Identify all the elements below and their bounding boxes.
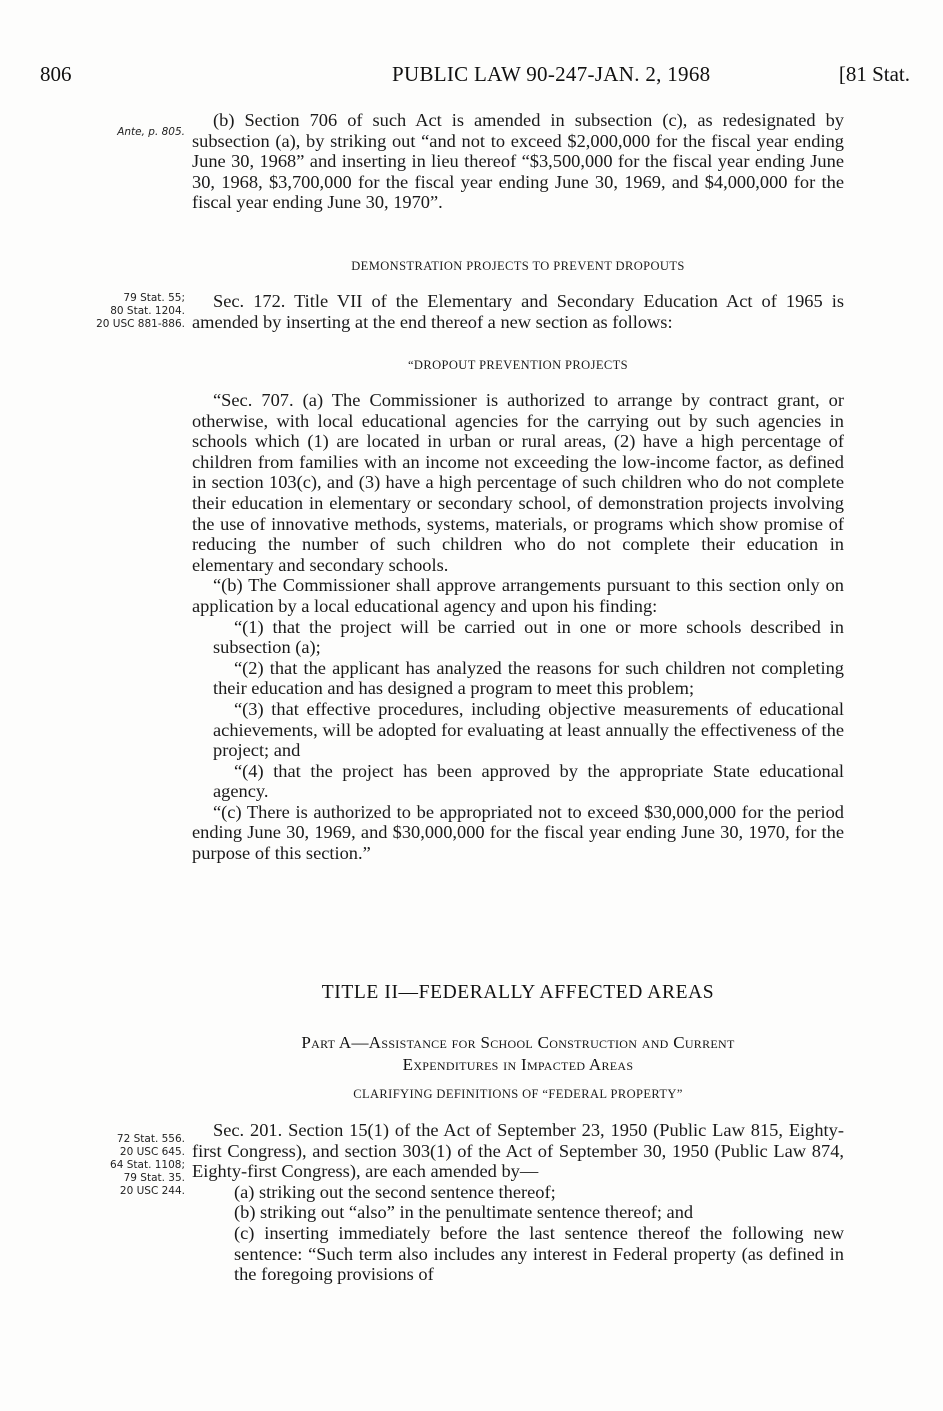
volume-reference: [81 Stat. (838, 62, 910, 86)
title-ii-heading: TITLE II—FEDERALLY AFFECTED AREAS (321, 982, 715, 1003)
section-201: Sec. 201. Section 15(1) of the Act of September 23, 1950 (Public Law 815, Eighty-first Congress), and section 303(1) of the Act of September 30, 1950 (Public Law 874, Eighty-first Congress), are each amended by— (a) striking out the second sentence thereof; (b) striking out “also” in the penultimate sentence thereof; and (c) inserting immediately before the last sentence thereof the following new sentence: “Such term also includes any interest in Federal property (as defined in the foregoing provisions of (192, 1120, 844, 1285)
section-707: “Sec. 707. (a) The Commissioner is authorized to arrange by contract grant, or otherwise, with local educational agencies for the carrying out by such agencies in schools which (1) are located in urban or rural areas, (2) have a high percentage of children from families with an income not exceeding the low-income factor, as defined in section 103(c), and (3) have a high percentage of such children who do not complete their education in elementary or secondary school, of demonstration projects involving the use of innovative methods, systems, materials, or programs which show promise of reducing the number of such children who do not complete their education in elementary and secondary schools. “(b) The Commissioner shall approve arrangements pursuant to this section only on application by a local educational agency and upon his finding: “(1) that the project will be carried out in one or more schools described in subsection (a); “(2) that the applicant has analyzed the reasons for such children not completing their education and has designed a program to meet this problem; “(3) that effective procedures, including objective measurements of educational achievements, will be adopted for evaluating at least annually the effectiveness of the project; and “(4) that the project has been approved by the appropriate State educational agency. “(c) There is authorized to be appropriated not to exceed $30,000,000 for the period ending June 30, 1969, and $30,000,000 for the fiscal year ending June 30, 1970, for the purpose of this section.” (192, 390, 844, 864)
heading-demonstration: DEMONSTRATION PROJECTS TO PREVENT DROPOUTS (351, 259, 685, 273)
section-172: Sec. 172. Title VII of the Elementary and Secondary Education Act of 1965 is amended by inserting at the end thereof a new section as follows: (192, 291, 844, 332)
part-a-heading: Part A—Assistance for School Construction and Current Expenditures in Impacted Areas (301, 1033, 735, 1074)
paragraph-b: (b) Section 706 of such Act is amended in subsection (c), as redesignated by subsection (a), by striking out “and not to exceed $2,000,000 for the fiscal year ending June 30, 1968” and inserting in lieu thereof “$3,500,000 for the fiscal year ending June 30, 1968, $3,700,000 for the fiscal year ending June 30, 1969, and $4,000,000 for the fiscal year ending June 30, 1970”. (192, 110, 844, 213)
page-number: 806 (40, 62, 72, 86)
margin-note-sec172: 79 Stat. 55; 80 Stat. 1204. 20 USC 881-886. (96, 292, 185, 330)
heading-clarifying-definitions: CLARIFYING DEFINITIONS OF “FEDERAL PROPERTY” (353, 1087, 683, 1101)
margin-note-ante: Ante, p. 805. (117, 126, 185, 138)
heading-dropout-prevention: “DROPOUT PREVENTION PROJECTS (407, 358, 628, 372)
margin-note-sec201: 72 Stat. 556. 20 USC 645. 64 Stat. 1108; 79 Stat. 35. 20 USC 244. (110, 1133, 185, 1197)
running-title: PUBLIC LAW 90-247-JAN. 2, 1968 (392, 62, 711, 86)
page-header (40, 62, 910, 92)
